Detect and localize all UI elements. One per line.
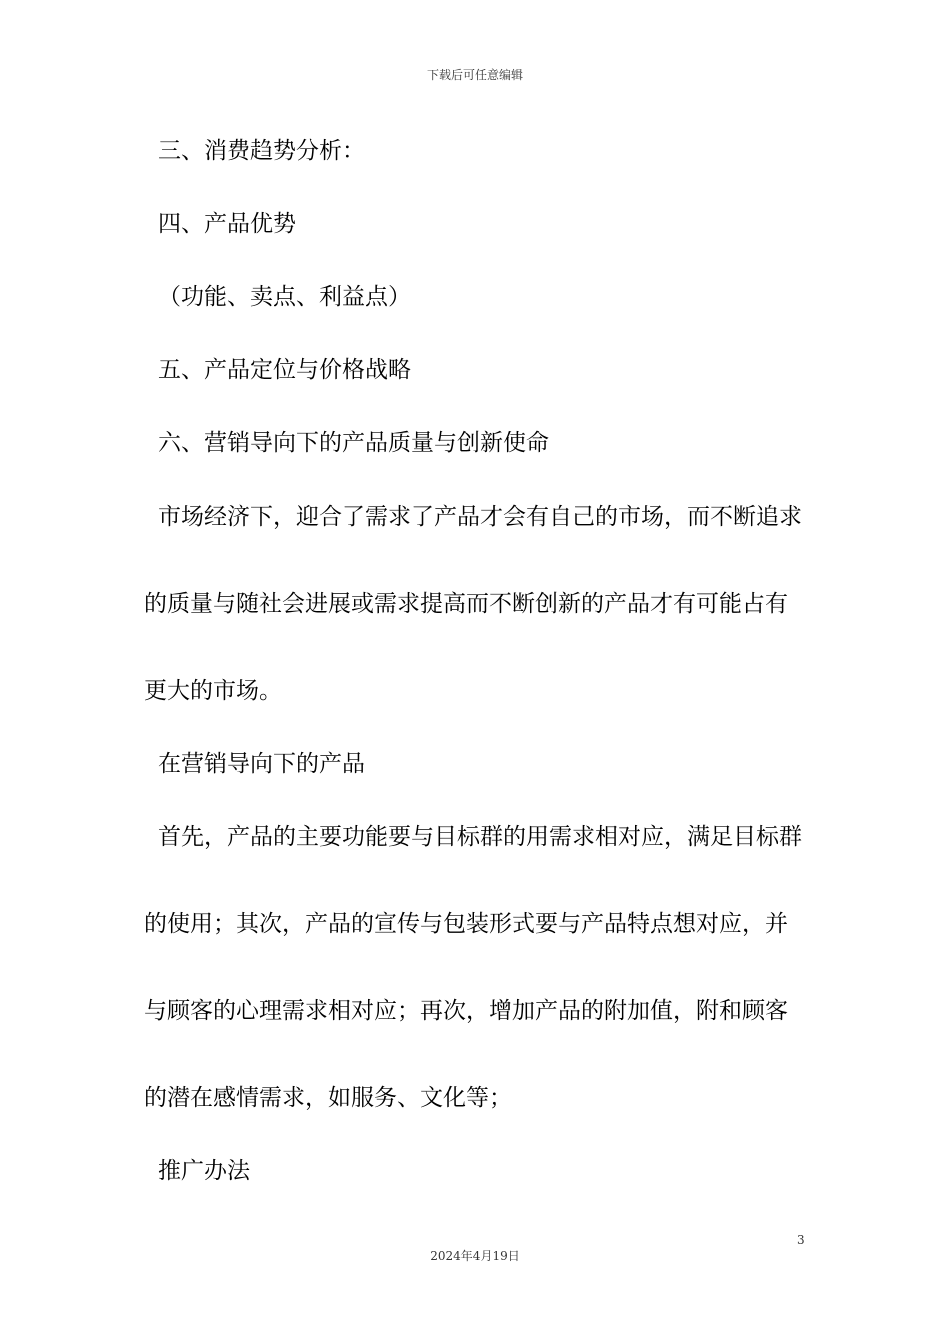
- subheading-features: （功能、卖点、利益点）: [158, 284, 411, 310]
- paragraph-line: 更大的市场。: [144, 678, 282, 704]
- page-number: 3: [797, 1233, 805, 1247]
- paragraph-line: 的潜在感情需求，如服务、文化等；: [144, 1085, 512, 1111]
- heading-positioning-pricing: 五、产品定位与价格战略: [158, 357, 411, 383]
- paragraph-line: 首先，产品的主要功能要与目标群的用需求相对应，满足目标群: [158, 824, 802, 850]
- page-header: 下载后可任意编辑: [426, 68, 523, 82]
- paragraph-line: 与顾客的心理需求相对应；再次，增加产品的附加值，附和顾客: [144, 998, 788, 1024]
- paragraph-line: 市场经济下，迎合了需求了产品才会有自己的市场，而不断追求: [158, 504, 802, 530]
- heading-consumption-trend: 三、消费趋势分析：: [158, 138, 365, 164]
- subheading-promotion-methods: 推广办法: [158, 1158, 250, 1184]
- paragraph-line: 的质量与随社会进展或需求提高而不断创新的产品才有可能占有: [144, 591, 788, 617]
- subheading-marketing-product: 在营销导向下的产品: [158, 751, 365, 777]
- heading-quality-innovation: 六、营销导向下的产品质量与创新使命: [158, 430, 549, 456]
- paragraph-line: 的使用；其次，产品的宣传与包装形式要与产品特点想对应，并: [144, 911, 788, 937]
- footer-date: 2024年4月19日: [430, 1249, 520, 1263]
- heading-product-advantage: 四、产品优势: [158, 211, 296, 237]
